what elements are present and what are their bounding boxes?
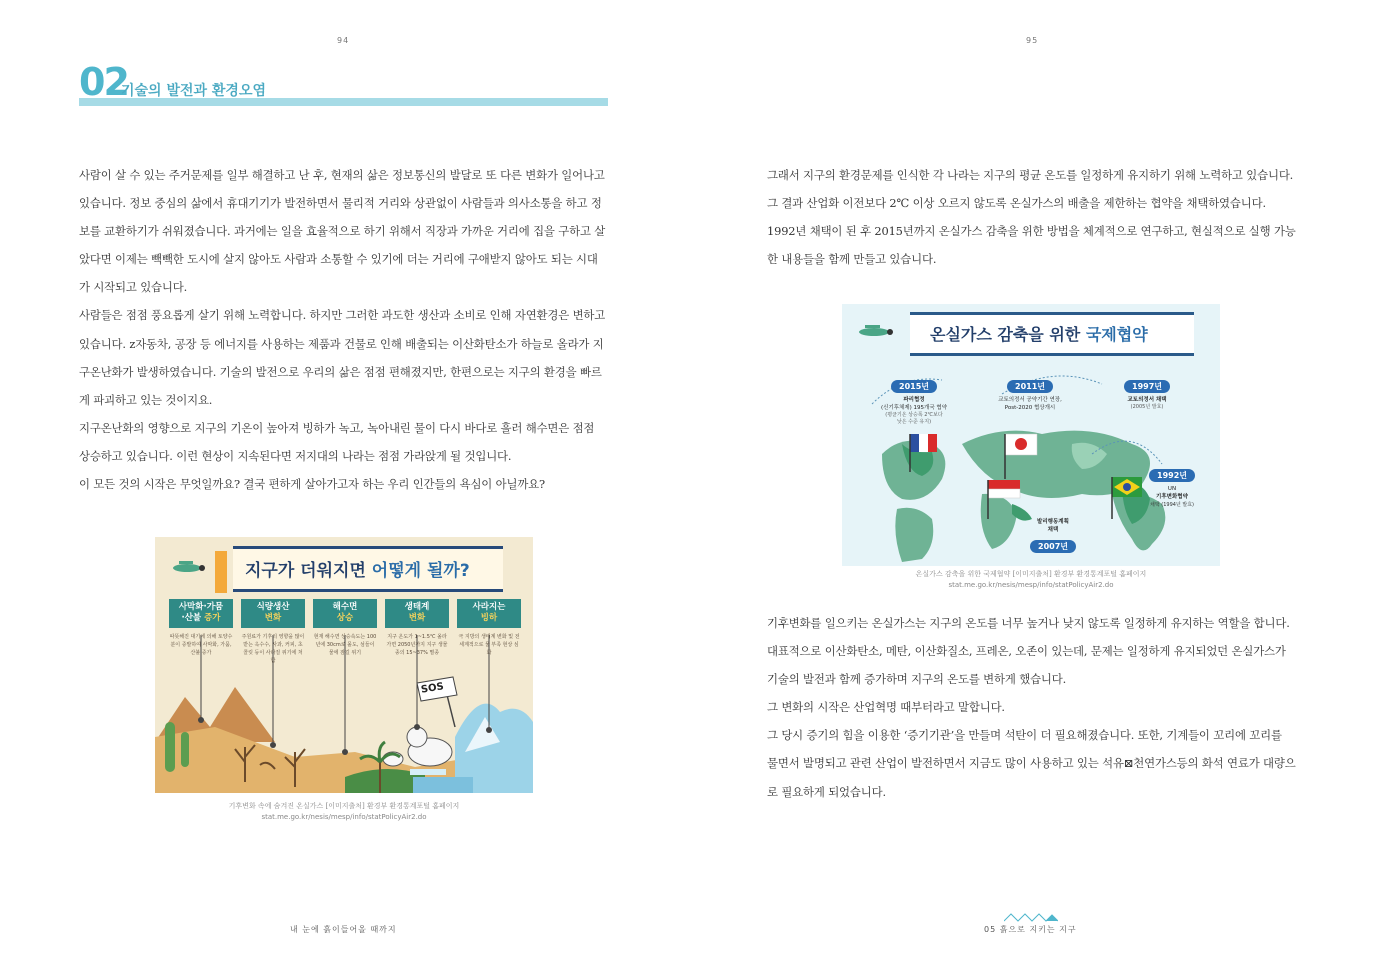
right-page: [687, 0, 1375, 971]
event-year-badge: 1997년: [1124, 380, 1170, 393]
effect-description: 따뜻해진 대기에 의해 토양수분이 증발하여 사막화, 가뭄, 산불 증가: [169, 634, 233, 656]
page-number: 94: [337, 36, 350, 45]
infographic-title-banner: [233, 546, 503, 592]
event-year-badge: 2011년: [1007, 380, 1053, 393]
sos-flag-text: SOS: [420, 681, 445, 696]
paragraph: 사람이 살 수 있는 주거문제를 일부 해결하고 난 후, 현재의 삶은 정보통신의 발달로 또 다른 변화가 일어나고 있습니다. 정보 중심의 삶에서 휴대기기가 발전하면서 물리적 거리와 상관없이 사람들과 의사소통을 하고 정보를 교환하기가 쉬워졌습니다. 과거에는 일을 효율적으로 하기 위해서 직장과 가까운 거리에 집을 구하고 살았다면 이제는 빽빽한 도시에 살지 않아도 사람과 소통할 수 있기에 더는 거리에 구애받지 않아도 되는 시대가 시작되고 있습니다.: [79, 168, 606, 295]
book-title-footer: 내 눈에 흙이들어올 때까지: [290, 925, 397, 934]
chapter-heading: [79, 62, 608, 106]
timeline-event: 2011년 교토의정서 공약기간 연장, Post-2020 협상개시: [998, 382, 1062, 411]
effect-heading: 식량생산 변화: [241, 599, 305, 628]
event-year-badge: 2015년: [891, 380, 937, 393]
paragraph: 기후변화를 일으키는 온실가스는 지구의 온도를 너무 높거나 낮지 않도록 일정하게 유지하는 역할을 합니다. 대표적으로 이산화탄소, 메탄, 이산화질소, 프레온, 오존이 있는데, 문제는 일정하게 유지되었던 온실가스가 기술의 발전과 함께 증가하며 지구의 온도를 변하게 했습니다.: [767, 616, 1290, 687]
timeline-event: 1997년 교토의정서 채택 (2005년 발효): [1102, 374, 1192, 411]
paragraph: 이 모든 것의 시작은 무엇일까요? 결국 편하게 살아가고자 하는 우리 인간들의 욕심이 아닐까요?: [79, 477, 545, 492]
page-number: 95: [1026, 36, 1039, 45]
effect-heading: 생태계 변화: [385, 599, 449, 628]
effect-card: [457, 599, 521, 657]
right-body-text-bottom: [767, 609, 1296, 806]
infographic-title: 지구가 더워지면 어떻게 될까?: [245, 561, 470, 581]
timeline-event: 1992년 UN 기후변화협약 채택 (1994년 발효): [1150, 471, 1194, 508]
chapter-title: 기술의 발전과 환경오염: [121, 83, 266, 99]
effect-card: [313, 599, 377, 657]
chapter-footer: 05 흙으로 지키는 지구: [984, 925, 1077, 934]
paragraph: 그 변화의 시작은 산업혁명 때부터라고 말합니다.: [767, 700, 1005, 715]
paragraph: 그래서 지구의 환경문제를 인식한 각 나라는 지구의 평균 온도를 일정하게 유지하기 위해 노력하고 있습니다. 그 결과 산업화 이전보다 2℃ 이상 오르지 않도록 온실가스의 배출을 제한하는 협약을 채택하였습니다. 1992년 채택이 된 후 2015년까지 온실가스 감축을 위한 방법을 체계적으로 연구하고, 현실적으로 실행 가능한 내용들을 함께 만들고 있습니다.: [767, 168, 1296, 267]
effect-card: [241, 599, 305, 665]
global-warming-infographic: [155, 537, 533, 793]
agreements-title: 온실가스 감축을 위한 국제협약: [930, 325, 1148, 344]
left-body-text: [79, 161, 608, 498]
effect-description: 지구 온도가 1~1.5℃ 올라가면 2050년까지 지구 생물 종의 15~37% 멸종: [386, 634, 448, 656]
timeline-event: 발리행동계획 채택 2007년: [1018, 518, 1088, 553]
climate-agreements-infographic: [842, 304, 1220, 566]
right-body-text-top: [767, 161, 1296, 273]
chapter-number: 02: [79, 60, 128, 104]
effect-heading: 사라지는 빙하: [457, 599, 521, 628]
effect-heading: 사막화·가뭄 ·산불 증가: [169, 599, 233, 628]
effect-description: 현재 해수면 상승속도는 100년에 30cm로 몰도, 섬들이 물에 잠길 위기: [313, 634, 377, 656]
paragraph: 그 당시 증기의 힘을 이용한 ‘증기기관’을 만들며 석탄이 더 필요해졌습니다. 또한, 기계들이 꼬리에 꼬리를 물면서 발명되고 관련 산업이 발전하면서 지금도 많이 사용하고 있는 석유⊠천연가스등의 화석 연료가 대량으로 필요하게 되었습니다.: [767, 728, 1296, 799]
figure-caption: 기후변화 속에 숨겨진 온실가스 [이미지출처] 환경부 환경통계포털 홈페이지 stat.me.go.kr/nesis/mesp/info/statPolicyAir2.do: [228, 802, 460, 821]
effects-row: [169, 599, 525, 689]
effect-description: 주원료가 기후의 영향을 많이 받는 옥수수, 사과, 커피, 초콜릿 등이 사라질 위기에 처함: [241, 634, 305, 664]
event-year-badge: 1992년: [1149, 469, 1195, 482]
mountain-ornament-icon: [1004, 912, 1058, 922]
paragraph: 사람들은 점점 풍요롭게 살기 위해 노력합니다. 하지만 그러한 과도한 생산과 소비로 인해 자연환경은 변하고 있습니다. z자동차, 공장 등 에너지를 사용하는 제품과 건물로 인해 배출되는 이산화탄소가 하늘로 올라가 지구온난화가 발생하였습니다. 기술의 발전으로 우리의 삶은 점점 편해졌지만, 한편으로는 지구의 환경을 빠르게 파괴하고 있는 것이지요.: [79, 308, 606, 407]
event-year-badge: 2007년: [1030, 540, 1076, 553]
paragraph: 지구온난화의 영향으로 지구의 기온이 높아져 빙하가 녹고, 녹아내린 물이 다시 바다로 흘러 해수면은 점점 상승하고 있습니다. 이런 현상이 지속된다면 저지대의 나라는 점점 가라앉게 될 것입니다.: [79, 420, 595, 463]
figure-caption: 온실가스 감축을 위한 국제협약 [이미지출처] 환경부 환경통계포털 홈페이지 stat.me.go.kr/nesis/mesp/info/statPolicyAir2.do: [915, 570, 1147, 589]
timeline-event: 2015년 파리협정 (신기후체제) 195개국 협약 (평균기온 상승폭 2℃보다 낮은 수준 유지): [880, 382, 948, 425]
effect-heading: 해수면 상승: [313, 599, 377, 628]
effect-card: [385, 599, 449, 657]
left-page: [0, 0, 687, 971]
effect-card: [169, 599, 233, 657]
agreements-title-banner: [910, 312, 1194, 356]
effect-description: 극 지방의 생태계 변화 및 전 세계적으로 물 부족 현상 심화: [458, 634, 520, 656]
